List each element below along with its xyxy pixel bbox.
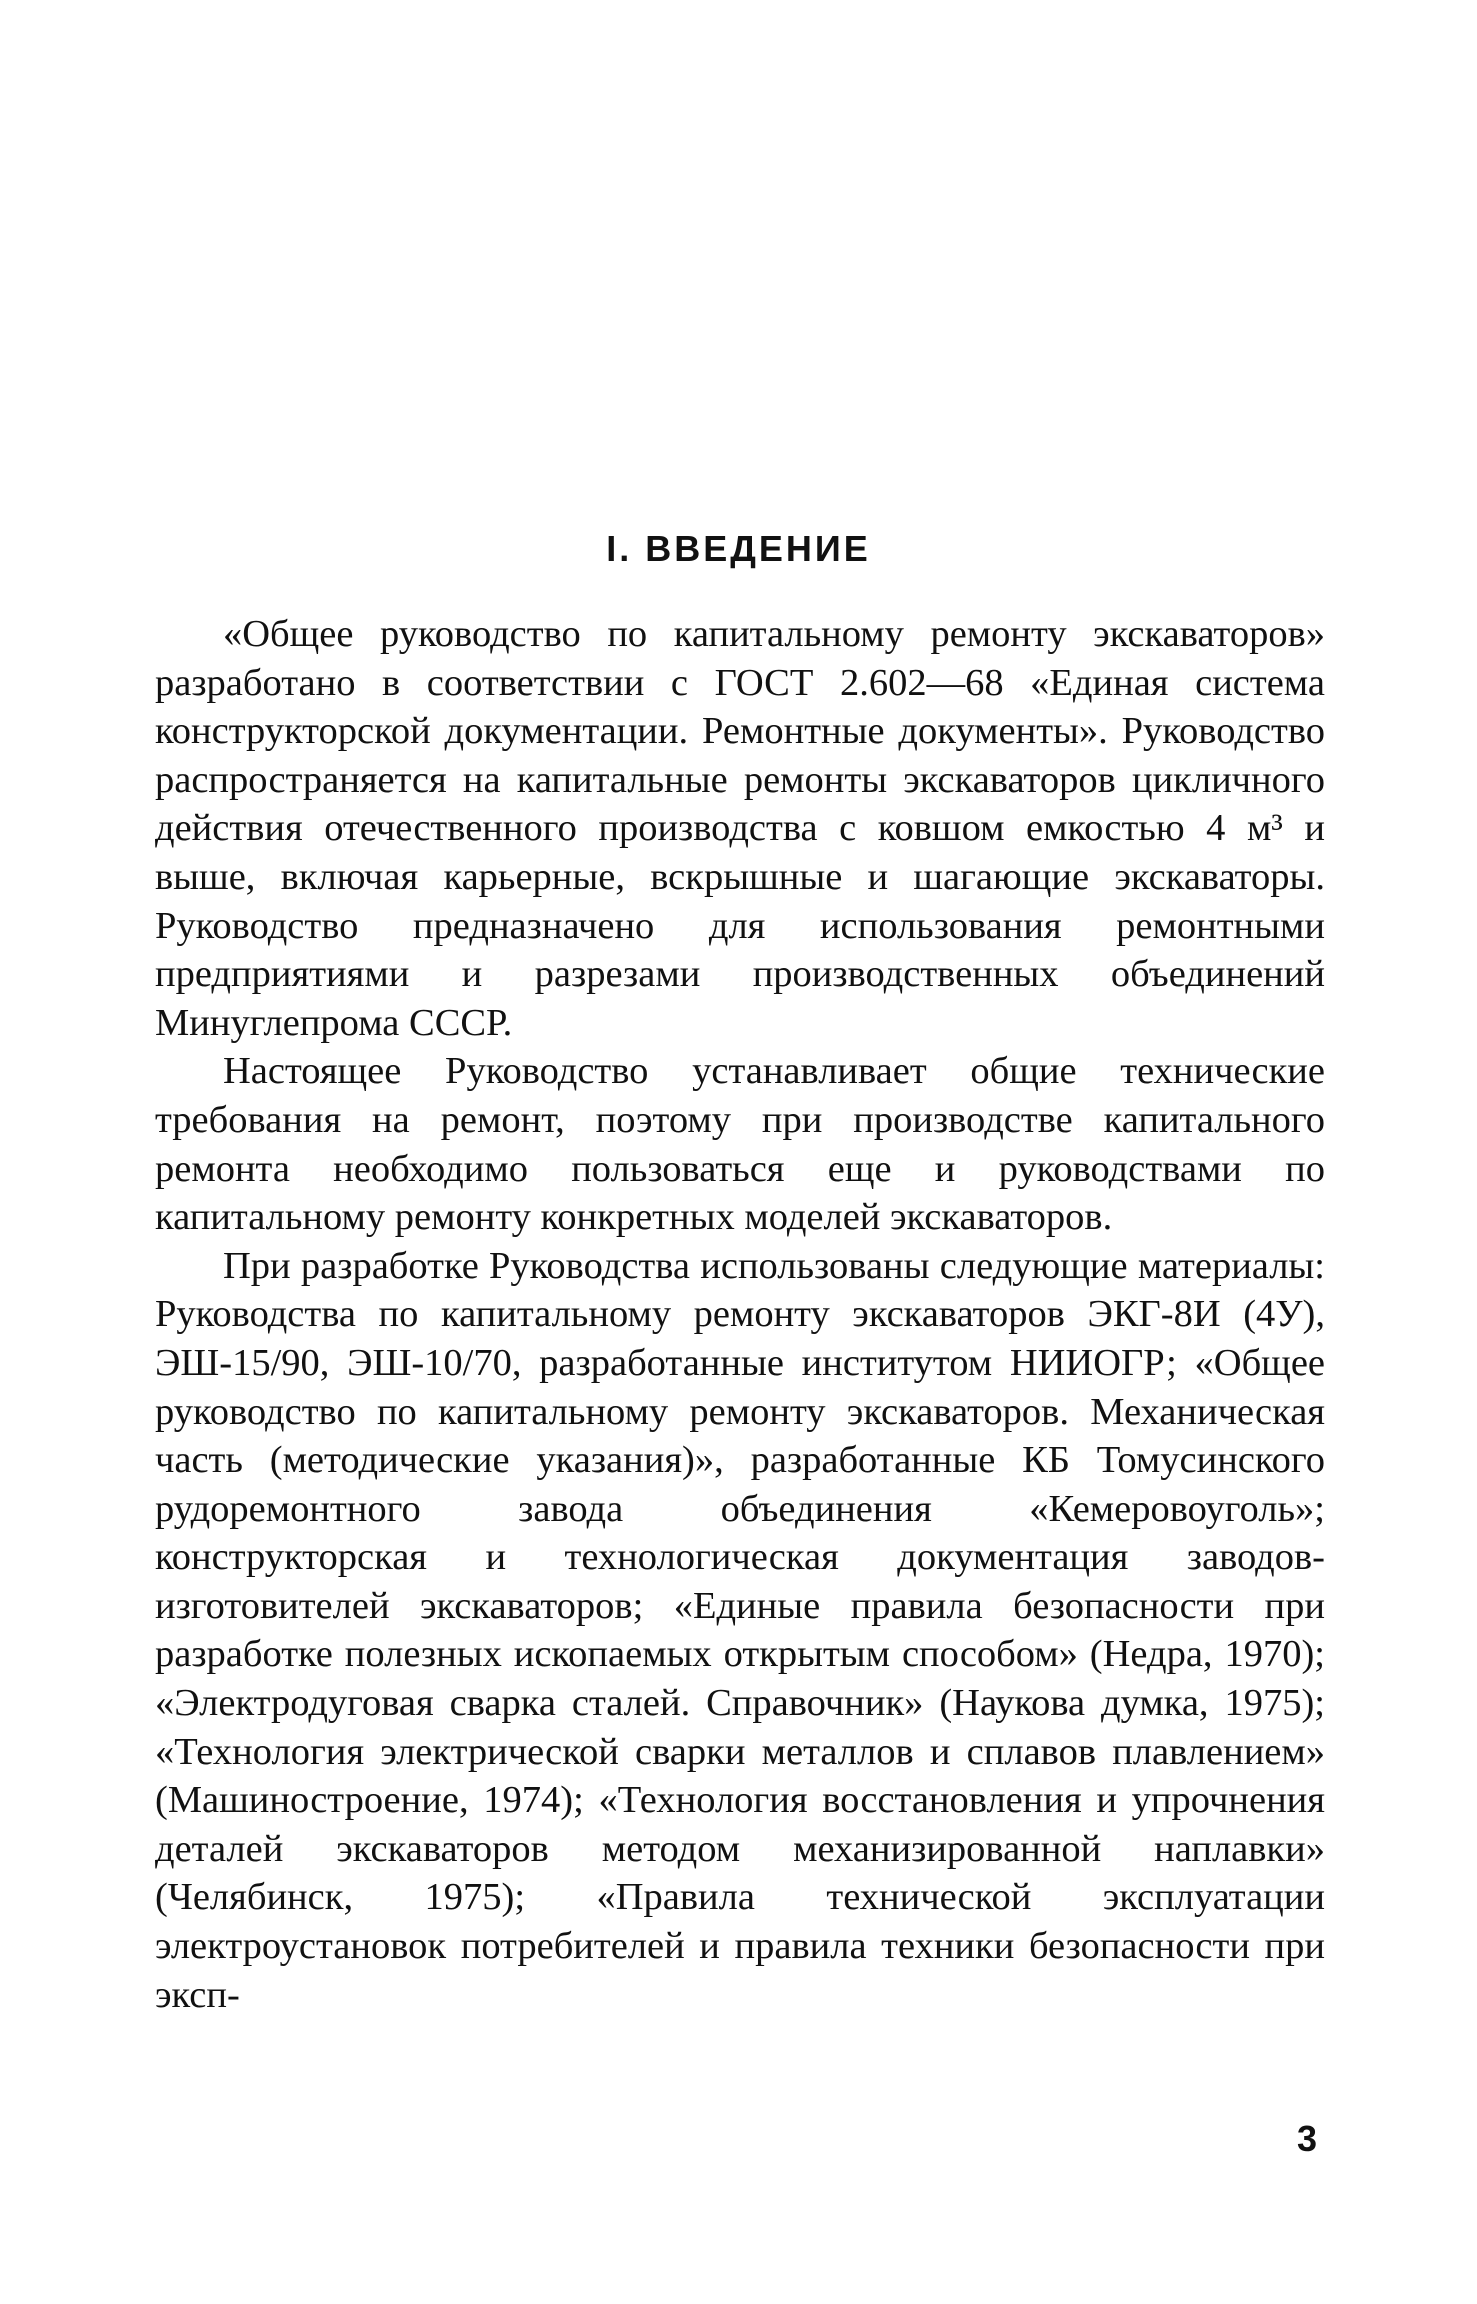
section-heading: I. ВВЕДЕНИЕ xyxy=(606,528,871,569)
paragraph-requirements: Настоящее Руководство устанавливает общие технические требования на ремонт, поэтому при производстве капитального ремонта необходимо пользоваться еще и руководствами по капитальному ремонту конкретных моделей экскаваторов. xyxy=(155,1050,1325,1239)
body-text xyxy=(155,610,1325,2019)
page-number: 3 xyxy=(1297,2118,1318,2159)
paragraph-intro: «Общее руководство по капитальному ремонту экскаваторов» разработано в соответствии с ГОСТ 2.602—68 «Единая система конструкторской документации. Ремонтные документы». Руководство распространяется на капитальные ремонты экскаваторов цикличного действия отечественного производства с ковшом емкостью 4 м³ и выше, включая карьерные, вскрышные и шагающие экскаваторы. Руководство предназначено для использования ремонтными предприятиями и разрезами производственных объединений Минуглепрома СССР. xyxy=(155,613,1325,1044)
paragraph-sources: При разработке Руководства использованы следующие материалы: Руководства по капитальному ремонту экскаваторов ЭКГ-8И (4У), ЭШ-15/90, ЭШ-10/70, разработанные институтом НИИОГР; «Общее руководство по капитальному ремонту экскаваторов. Механическая часть (методические указания)», разработанные КБ Томусинского рудоремонтного завода объединения «Кемеровоуголь»; конструкторская и технологическая документация заводов-изготовителей экскаваторов; «Единые правила безопасности при разработке полезных ископаемых открытым способом» (Недра, 1970); «Электродуговая сварка сталей. Справочник» (Наукова думка, 1975); «Технология электрической сварки металлов и сплавов плавлением» (Машиностроение, 1974); «Технология восстановления и упрочнения деталей экскаваторов методом механизированной наплавки» (Челябинск, 1975); «Правила технической эксплуатации электроустановок потребителей и правила техники безопасности при эксп- xyxy=(155,1244,1325,2016)
